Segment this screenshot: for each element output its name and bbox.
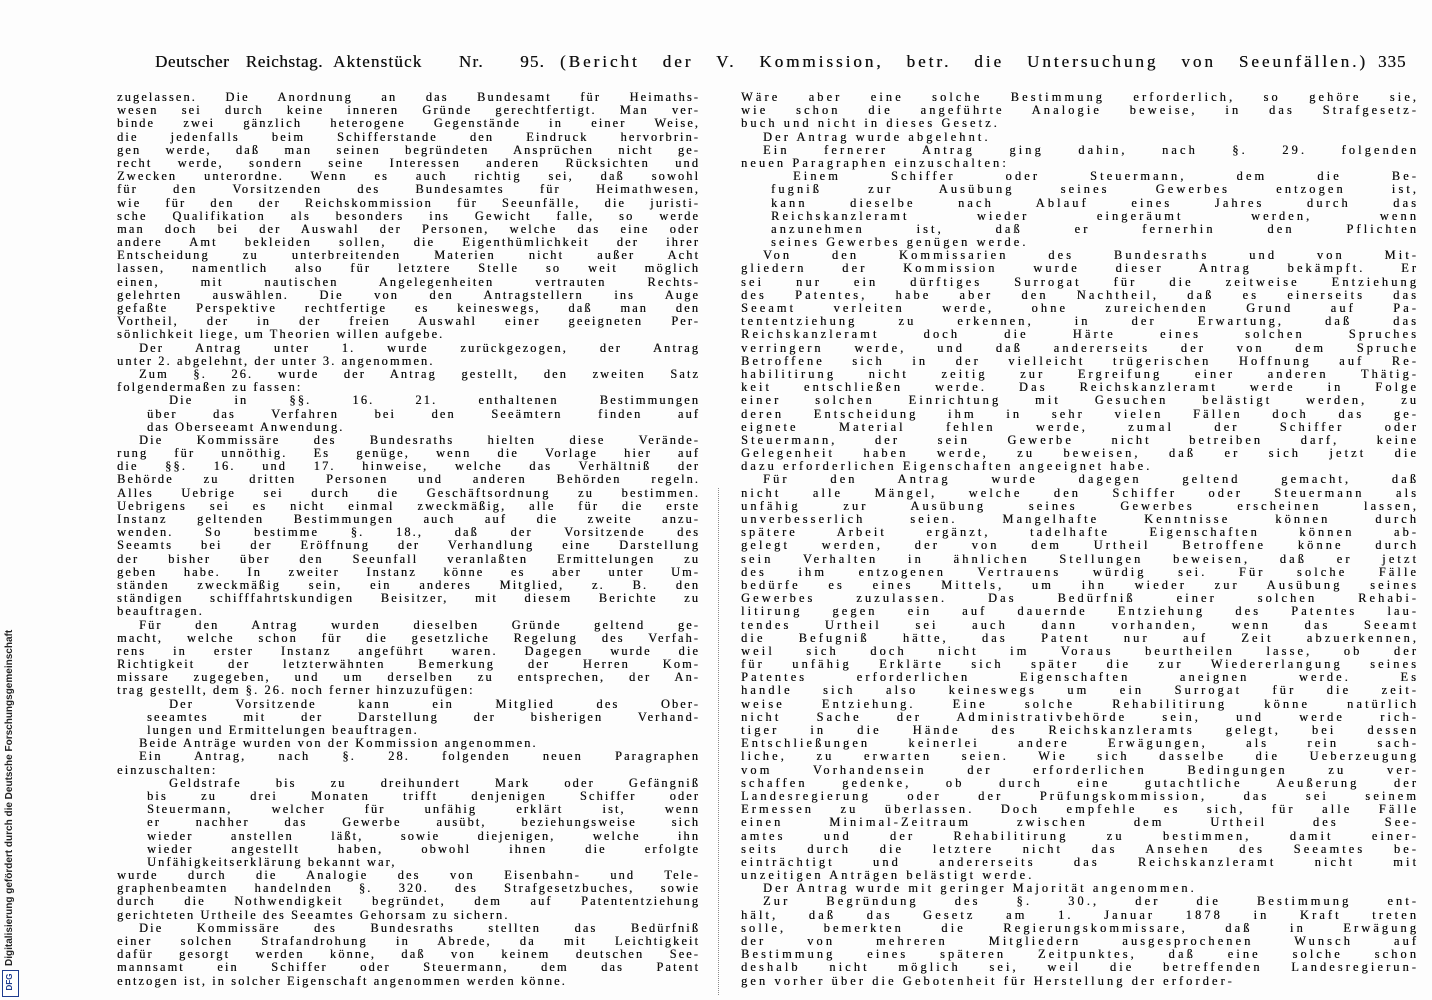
- text-line: binde zwei gänzlich heterogene Gegenstände in einer Weise,: [117, 117, 700, 131]
- quoted-block: [147, 777, 700, 869]
- text-line: wie für den der Reichskommission für Seeunfälle, die juristi-: [117, 196, 700, 210]
- text-line: deshalb nicht möglich sei, weil die betreffenden Landesregierun-: [741, 961, 1419, 975]
- text-line: wieder angestellt haben, obwohl ihnen die erfolgte: [147, 842, 700, 856]
- text-line: seits durch die letztere nicht das Ansehen des Seeamtes be-: [741, 842, 1419, 856]
- text-line: Ein Antrag, nach §. 28. folgenden neuen Paragraphen: [139, 750, 700, 764]
- header-publication: Deutscher Reichstag.: [155, 52, 323, 71]
- text-line: Instanz geltenden Bestimmungen auch auf die zweite anzu-: [117, 513, 700, 526]
- text-line: Betroffene sich in der vielleicht trügerischen Hoffnung auf Re-: [741, 354, 1419, 368]
- text-line: gen vorher über die Gebotenheit für Herstellung der erforder-: [741, 974, 1235, 988]
- text-line: Gewerbes zuzulassen. Das Bedürfniß einer solchen Rehabi-: [741, 592, 1419, 606]
- text-line: Zum §. 26. wurde der Antrag gestellt, den zweiten Satz: [139, 367, 700, 381]
- text-line: einer solchen Strafandrohung in Abrede, da mit Leichtigkeit: [117, 935, 700, 948]
- text-line: mannsamt ein Schiffer oder Steuermann, dem das Patent: [117, 961, 700, 975]
- text-line: des ihm entzogenen Vertrauens würdig sei. Für solche Fälle: [741, 565, 1419, 579]
- text-line: buch und nicht in dieses Gesetz.: [741, 117, 1000, 131]
- text-line: sein Verhalten in ähnlichen Stellungen beweisen, daß er jetzt: [741, 552, 1419, 566]
- dfg-logo-text: DFG: [5, 973, 14, 991]
- text-line: wenden. So bestimme §. 18., daß der Vorsitzende des: [117, 526, 700, 540]
- text-line: Alles Uebrige sei durch die Geschäftsordnung zu bestimmen.: [117, 486, 700, 500]
- paragraph: [117, 342, 700, 368]
- paragraph: [117, 737, 700, 750]
- text-line: einträchtigt und andererseits das Reichskanzleramt nicht mit: [741, 855, 1419, 869]
- text-line: Der Vorsitzende kann ein Mitglied des Ober-: [169, 697, 700, 711]
- paragraph: [117, 750, 700, 776]
- text-line: gelehrten auswählen. Die von den Antragstellern ins Auge: [117, 288, 700, 302]
- text-line: einer solchen Einrichtung mit Gesuchen belästigt werden, zu: [741, 394, 1419, 408]
- text-line: Die in §§. 16. 21. enthaltenen Bestimmungen: [169, 394, 700, 408]
- text-line: Reichskanzleramt wieder eingeräumt werden, wenn: [771, 209, 1419, 223]
- left-column: [117, 91, 700, 988]
- text-line: für unfähig Erklärte sich später die zur Wiedererlangung seines: [741, 658, 1419, 672]
- text-line: keit entschließen werde. Das Reichskanzleramt werde in Folge: [741, 381, 1419, 395]
- text-line: ständigen schifffahrtskundigen Beisitzer, mit diesem Berichte zu: [117, 592, 700, 606]
- text-line: rens in erster Instanz angeführt waren. Dagegen wurde die: [117, 644, 700, 658]
- text-line: Geldstrafe bis zu dreihundert Mark oder Gefängniß: [169, 776, 700, 790]
- text-line: sche Qualifikation als besonders ins Gewicht falle, so werde: [117, 209, 700, 223]
- text-line: spätere Arbeit ergänzt, tadelhafte Eigenschaften können ab-: [741, 526, 1419, 540]
- text-line: unter 2. abgelehnt, der unter 3. angenommen.: [117, 354, 435, 368]
- text-line: habilitirung nicht zeitig zur Ergreifung einer anderen Thätig-: [741, 367, 1419, 381]
- text-line: Von den Kommissarien des Bundesraths und von Mit-: [763, 249, 1419, 263]
- text-line: tententziehung zu erkennen, in der Erwartung, daß das: [741, 315, 1419, 329]
- text-line: unzeitigen Anträgen belästigt werde.: [741, 869, 1035, 883]
- text-line: unfähig zur Ausübung seines Gewerbes erscheinen lassen,: [741, 499, 1419, 513]
- text-line: macht, welche schon für die gesetzliche Regelung des Verfah-: [117, 631, 700, 645]
- text-line: Wäre aber eine solche Bestimmung erforderlich, so gehöre sie,: [741, 91, 1419, 104]
- text-line: Seeamt verleiten werde, ohne zureichenden Grund auf Pa-: [741, 302, 1419, 315]
- paragraph: [741, 131, 1419, 144]
- column-separator: [718, 488, 719, 995]
- text-line: des Patentes, habe aber den Nachtheil, daß es einerseits das: [741, 288, 1419, 302]
- text-line: gefaßte Perspektive rechtfertige es keineswegs, daß man den: [117, 302, 700, 315]
- text-line: wie schon die angeführte Analogie beweise, in das Strafgesetz-: [741, 104, 1419, 118]
- text-line: handle sich also keineswegs um ein Surrogat für die zeit-: [741, 684, 1419, 698]
- quoted-block: [147, 394, 700, 434]
- text-line: sönlichkeit liege, um Theorien willen aufgebe.: [117, 328, 445, 342]
- text-line: missare zugegeben, und um derselben zu entsprechen, der An-: [117, 671, 700, 685]
- text-line: entzogen ist, in solcher Eigenschaft angenommen werden könne.: [117, 974, 567, 988]
- quoted-block: [771, 170, 1419, 249]
- text-line: nicht alle Mängel, welche den Schiffer oder Steuermann als: [741, 486, 1419, 500]
- text-line: Ermessen zu überlassen. Doch empfehle es sich, für alle Fälle: [741, 803, 1419, 817]
- text-line: litirung gegen ein auf dauernde Entziehung des Patentes lau-: [741, 605, 1419, 619]
- text-line: Ein fernerer Antrag ging dahin, nach §. 29. folgenden: [763, 143, 1419, 157]
- text-line: Entschließungen keinerlei andere Erwägungen, als rein sach-: [741, 737, 1419, 751]
- text-line: schaffen gedenke, ob durch eine gutachtliche Aeußerung der: [741, 776, 1419, 790]
- paragraph: [741, 473, 1419, 882]
- text-line: über das Verfahren bei den Seeämtern finden auf: [147, 407, 700, 421]
- paragraph: [117, 91, 700, 342]
- text-line: der bisher über den Seeunfall veranlaßten Ermittelungen zu: [117, 552, 700, 566]
- digitization-watermark: Digitalisierung gefördert durch die Deutsche Forschungsgemeinschaft: [4, 629, 15, 966]
- text-line: einen Minimal-Zeitraum zwischen dem Urtheil des See-: [741, 816, 1419, 830]
- text-line: amtes und der Rehabilitirung zu bestimmen, damit einer-: [741, 829, 1419, 843]
- text-line: die §§. 16. und 17. hinweise, welche das Verhältniß der: [117, 460, 700, 474]
- text-line: der von mehreren Mitgliedern ausgesprochenen Wunsch auf: [741, 935, 1419, 948]
- text-line: sei nur ein dürftiges Surrogat für die zeitweise Entziehung: [741, 275, 1419, 289]
- text-line: seeamtes mit der Darstellung der bisherigen Verhand-: [147, 710, 700, 724]
- text-line: bedürfe es eines Mittels, um ihn wieder zur Ausübung seines: [741, 578, 1419, 592]
- text-line: er nachher das Gewerbe ausübt, beziehungsweise sich: [147, 816, 700, 830]
- text-line: weil sich doch nicht im Voraus beurtheilen lasse, ob der: [741, 644, 1419, 658]
- text-line: gelegt werden, der von dem Urtheil Betroffene könne durch: [741, 539, 1419, 553]
- text-line: solle, bemerkten die Regierungskommissare, daß in Erwägung: [741, 921, 1419, 935]
- text-line: eignete Material fehlen werde, zumal der Schiffer oder: [741, 420, 1419, 434]
- paragraph: [117, 922, 700, 988]
- header-document-number: Aktenstück Nr. 95.: [333, 52, 545, 71]
- quoted-block: [147, 698, 700, 738]
- text-line: Seeamts bei der Eröffnung der Verhandlung eine Darstellung: [117, 539, 700, 553]
- paragraph: [741, 144, 1419, 170]
- text-line: wesen sei durch keine inneren Gründe gerechtfertigt. Man ver-: [117, 104, 700, 118]
- text-line: deren Entscheidung ihm in sehr vielen Fällen doch das ge-: [741, 407, 1419, 421]
- header-title: (Bericht der V. Kommission, betr. die Untersuchung von Seeunfällen.): [560, 52, 1368, 71]
- text-line: Landesregierung oder der Prüfungskommission, das sei seinem: [741, 789, 1419, 803]
- paragraph: [741, 882, 1419, 895]
- dfg-logo: [2, 970, 19, 997]
- text-line: liche, zu erwarten seien. Wie sich dasselbe die Ueberzeugung: [741, 750, 1419, 764]
- text-line: einzuschalten:: [117, 763, 218, 777]
- text-line: Steuermann, welcher für unfähig erklärt ist, wenn: [147, 803, 700, 817]
- text-line: andere Amt bekleiden sollen, die Eigenthümlichkeit der ihrer: [117, 236, 700, 250]
- text-line: trag gestellt, dem §. 26. noch ferner hinzuzufügen:: [117, 684, 475, 698]
- text-line: verringern werde, und daß andererseits der von dem Spruche: [741, 341, 1419, 355]
- text-line: Für den Antrag wurden dieselben Gründe geltend ge-: [139, 618, 700, 632]
- text-line: Die Kommissäre des Bundesraths stellten das Bedürfniß: [139, 921, 700, 935]
- text-line: Der Antrag wurde abgelehnt.: [763, 130, 991, 144]
- text-line: tiger in die Hände des Reichskanzleramts gelegt, bei dessen: [741, 724, 1419, 737]
- paragraph: [741, 91, 1419, 131]
- text-line: dazu erforderlichen Eigenschaften angeeignet habe.: [741, 460, 1153, 474]
- text-line: Einem Schiffer oder Steuermann, dem die Be-: [793, 170, 1419, 184]
- text-line: folgendermaßen zu fassen:: [117, 381, 303, 395]
- text-line: für den Vorsitzenden des Bundesamtes für Heimathwesen,: [117, 183, 700, 197]
- paragraph: [741, 895, 1419, 987]
- paragraph: [117, 869, 700, 922]
- text-line: Richtigkeit der letzterwähnten Bemerkung der Herren Kom-: [117, 658, 700, 672]
- text-line: einen, mit nautischen Angelegenheiten vertrauten Rechts-: [117, 275, 700, 289]
- text-line: weise Entziehung. Eine solche Rehabilitirung könne natürlich: [741, 697, 1419, 711]
- text-line: man doch bei der Auswahl der Personen, welche das eine oder: [117, 222, 700, 236]
- text-line: Zwecken unterordne. Wenn es auch richtig sei, daß sowohl: [117, 170, 700, 184]
- text-line: die Befugniß hätte, das Patent nur auf Zeit abzuerkennen,: [741, 631, 1419, 645]
- text-line: dafür gesorgt werden könne, daß von keinem deutschen See-: [117, 948, 700, 962]
- text-line: beauftragen.: [117, 605, 204, 619]
- text-line: Steuermann, der sein Gewerbe nicht betreiben darf, keine: [741, 433, 1419, 447]
- text-line: anzunehmen ist, daß er fernerhin den Pflichten: [771, 222, 1419, 236]
- text-line: recht werde, sondern seine Interessen anderen Rücksichten und: [117, 156, 700, 170]
- paragraph: [117, 368, 700, 394]
- paragraph: [117, 434, 700, 619]
- text-line: nicht Sache der Administrativbehörde sein, und werde rich-: [741, 710, 1419, 724]
- text-line: bis zu drei Monaten trifft denjenigen Schiffer oder: [147, 789, 700, 803]
- text-line: Gelegenheit haben werde, zu beweisen, daß er sich jetzt die: [741, 447, 1419, 461]
- text-line: gliedern der Kommission wurde dieser Antrag bekämpft. Er: [741, 262, 1419, 276]
- text-line: Vortheil, der in der freien Auswahl einer geeigneten Per-: [117, 315, 700, 329]
- text-line: ständen zweckmäßig sein, ein anderes Mitglied, z. B. den: [117, 578, 700, 592]
- text-line: Der Antrag unter 1. wurde zurückgezogen, der Antrag: [139, 341, 700, 355]
- text-line: Unfähigkeitserklärung bekannt war,: [147, 855, 397, 869]
- text-line: Der Antrag wurde mit geringer Majorität angenommen.: [763, 882, 1197, 896]
- text-line: Reichskanzleramt doch die Härte eines solchen Spruches: [741, 328, 1419, 342]
- text-line: Behörde zu dritten Personen und anderen Behörden regeln.: [117, 473, 700, 487]
- text-line: Die Kommissäre des Bundesraths hielten diese Verände-: [139, 433, 700, 447]
- text-line: hält, daß das Gesetz am 1. Januar 1878 in Kraft treten: [741, 908, 1419, 922]
- text-line: graphenbeamten handelnden §. 320. des Strafgesetzbuches, sowie: [117, 882, 700, 896]
- text-line: kann dieselbe nach Ablauf eines Jahres durch das: [771, 196, 1419, 210]
- text-line: neuen Paragraphen einzuschalten:: [741, 156, 1009, 170]
- text-line: tendes Urtheil sei auch dann vorhanden, wenn das Seeamt: [741, 618, 1419, 632]
- text-line: durch die Nothwendigkeit begründet, dem auf Patententziehung: [117, 895, 700, 909]
- text-line: wieder anstellen läßt, sowie diejenigen, welche ihn: [147, 829, 700, 843]
- paragraph: [117, 619, 700, 698]
- text-line: vom Vorhandensein der erforderlichen Bedingungen zu ver-: [741, 763, 1419, 777]
- text-line: gerichteten Urtheile des Seeamtes Gehorsam zu sichern.: [117, 908, 510, 922]
- text-line: lassen, namentlich also für letztere Stelle so weit möglich: [117, 262, 700, 276]
- text-line: Für den Antrag wurde dagegen geltend gemacht, daß: [763, 473, 1419, 487]
- text-line: unverbesserlich seien. Mangelhafte Kenntnisse können durch: [741, 513, 1419, 526]
- text-line: Bestimmung eines späteren Zeitpunktes, daß eine solche schon: [741, 948, 1419, 962]
- text-line: Uebrigens sei es nicht einmal zweckmäßig, alle für die erste: [117, 499, 700, 513]
- text-line: die jedenfalls beim Schifferstande den Eindruck hervorbrin-: [117, 130, 700, 144]
- text-line: das Oberseeamt Anwendung.: [147, 420, 345, 434]
- text-line: Beide Anträge wurden von der Kommission angenommen.: [139, 737, 538, 751]
- text-line: gen werde, daß man seinen begründeten Ansprüchen nicht ge-: [117, 143, 700, 157]
- text-line: wurde durch die Analogie des von Eisenbahn- und Tele-: [117, 869, 700, 883]
- text-line: Entscheidung zu unterbreitenden Materien nicht außer Acht: [117, 249, 700, 263]
- text-line: geben habe. In zweiter Instanz könne es aber unter Um-: [117, 565, 700, 579]
- page-number: 335: [1378, 52, 1407, 71]
- text-line: zugelassen. Die Anordnung an das Bundesamt für Heimaths-: [117, 91, 700, 104]
- text-line: Zur Begründung des §. 30., der die Bestimmung ent-: [763, 895, 1419, 909]
- text-line: Patentes erforderlichen Eigenschaften aneignen werde. Es: [741, 671, 1419, 685]
- text-line: fugniß zur Ausübung seines Gewerbes entzogen ist,: [771, 183, 1419, 197]
- text-line: lungen und Ermittelungen beauftragen.: [147, 724, 419, 737]
- text-line: rung für unnöthig. Es genüge, wenn die Vorlage hier auf: [117, 447, 700, 461]
- paragraph: [741, 249, 1419, 473]
- right-column: [741, 91, 1419, 988]
- text-line: seines Gewerbes genügen werde.: [771, 236, 1029, 250]
